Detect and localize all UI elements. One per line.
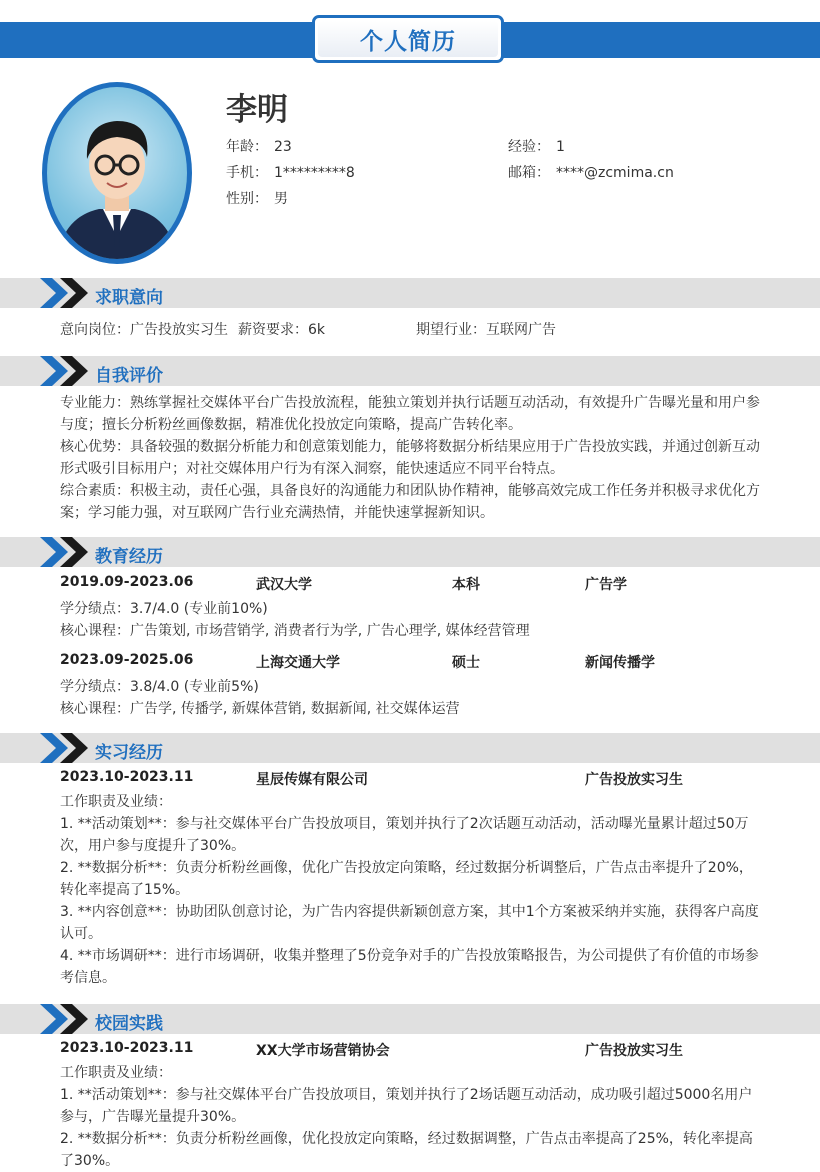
edu-school: 武汉大学 [256,577,312,593]
intent-position: 意向岗位：广告投放实习生 [60,322,228,338]
self-eval-item: 核心优势：具备较强的数据分析能力和创意策划能力，能够将数据分析结果应用于广告投放实践，并通过创新互动形式吸引目标用户；对社交媒体用户行为有深入洞察，能快速适应不同平台特点。 [60,439,760,477]
section-title-education: 教育经历 [95,547,163,567]
intern-duty-item: 3. **内容创意**：协助团队创意讨论，为广告内容提供新颖创意方案，其中1个方案被采纳并实施，获得客户高度认可。 [60,904,759,942]
edu-gpa: 学分绩点：3.7/4.0 (专业前10%) [60,601,268,617]
email-label: 邮箱： [508,165,550,181]
section-chevron-icon [40,1002,92,1036]
edu-major: 新闻传播学 [585,655,655,671]
section-title-intent: 求职意向 [95,288,163,308]
experience-value: 1 [556,139,565,155]
gender-row [226,188,288,208]
title-frame [312,15,504,63]
edu-date: 2023.09-2025.06 [60,652,194,668]
email-row [508,162,674,182]
intern-duty-item: 1. **活动策划**：参与社交媒体平台广告投放项目，策划并执行了2次话题互动活动，活动曝光量累计超过50万次，用户参与度提升了30%。 [60,816,749,854]
section-chevron-icon [40,276,92,310]
campus-duty-item: 1. **活动策划**：参与社交媒体平台广告投放项目，策划并执行了2场话题互动活动，成功吸引超过5000名用户参与，广告曝光量提升30%。 [60,1087,753,1125]
intern-duty-label: 工作职责及业绩： [60,794,172,810]
phone-row [226,162,355,182]
campus-duty-item: 2. **数据分析**：负责分析粉丝画像，优化投放定向策略，经过数据调整，广告点击率提高了25%，转化率提高了30%。 [60,1131,753,1169]
campus-date: 2023.10-2023.11 [60,1040,194,1056]
phone-label: 手机： [226,165,268,181]
intern-date: 2023.10-2023.11 [60,769,194,785]
campus-duties [60,1062,764,1172]
intern-duties [60,791,764,989]
intern-duty-item: 2. **数据分析**：负责分析粉丝画像，优化广告投放定向策略，经过数据分析调整后，广告点击率提升了20%，转化率提高了15%。 [60,860,753,898]
gender-value: 男 [274,191,288,207]
campus-duty-label: 工作职责及业绩： [60,1065,172,1081]
edu-date: 2019.09-2023.06 [60,574,194,590]
page-title: 个人简历 [318,21,498,57]
section-title-internship: 实习经历 [95,743,163,763]
edu-major: 广告学 [585,577,627,593]
campus-org: XX大学市场营销协会 [256,1043,390,1059]
section-chevron-icon [40,731,92,765]
intent-salary: 薪资要求：6k [238,322,326,338]
phone-value: 1*********8 [274,165,355,181]
intern-company: 星辰传媒有限公司 [256,772,368,788]
email-value: ****@zcmima.cn [556,165,674,181]
edu-school: 上海交通大学 [256,655,340,671]
edu-courses: 核心课程：广告策划, 市场营销学, 消费者行为学, 广告心理学, 媒体经营管理 [60,623,530,639]
self-eval-text [60,392,764,524]
edu-degree: 本科 [452,577,480,593]
avatar [42,82,192,264]
section-title-self: 自我评价 [95,366,163,386]
intent-industry: 期望行业：互联网广告 [416,322,556,338]
avatar-photo [47,87,187,259]
gender-label: 性别： [226,191,268,207]
self-eval-item: 综合素质：积极主动，责任心强，具备良好的沟通能力和团队协作精神，能够高效完成工作任务并积极寻求优化方案；学习能力强，对互联网广告行业充满热情，并能快速掌握新知识。 [60,483,760,521]
self-eval-item: 专业能力：熟练掌握社交媒体平台广告投放流程，能独立策划并执行话题互动活动，有效提升广告曝光量和用户参与度；擅长分析粉丝画像数据，精准优化投放定向策略，提高广告转化率。 [60,395,760,433]
section-title-campus: 校园实践 [95,1014,163,1034]
campus-role: 广告投放实习生 [585,1043,683,1059]
section-chevron-icon [40,354,92,388]
section-chevron-icon [40,535,92,569]
candidate-name: 李明 [226,92,288,128]
edu-degree: 硕士 [452,655,480,671]
age-label: 年龄： [226,139,268,155]
experience-label: 经验： [508,139,550,155]
age-value: 23 [274,139,292,155]
edu-courses: 核心课程：广告学, 传播学, 新媒体营销, 数据新闻, 社交媒体运营 [60,701,460,717]
edu-gpa: 学分绩点：3.8/4.0 (专业前5%) [60,679,259,695]
experience-row [508,136,565,156]
age-row [226,136,292,156]
intern-duty-item: 4. **市场调研**：进行市场调研，收集并整理了5份竞争对手的广告投放策略报告，为公司提供了有价值的市场参考信息。 [60,948,759,986]
intern-role: 广告投放实习生 [585,772,683,788]
